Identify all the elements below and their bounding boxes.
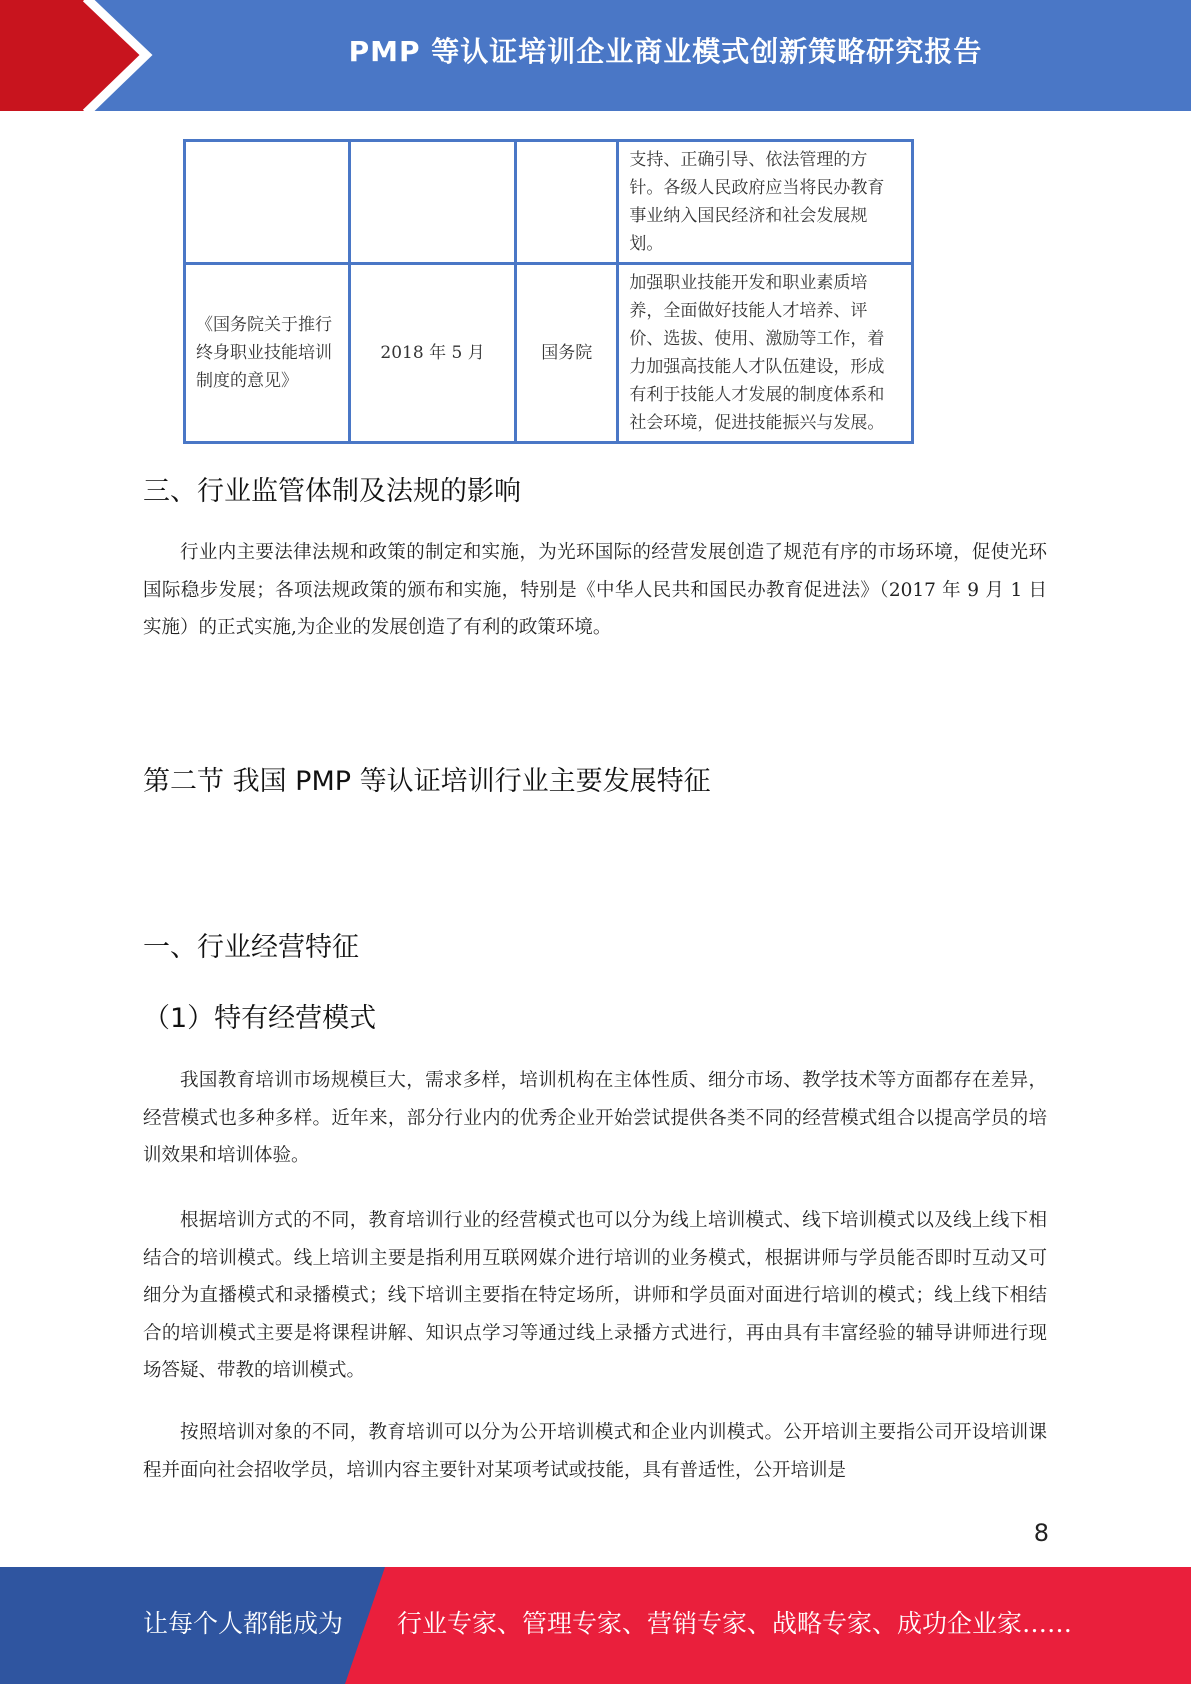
table-row	[185, 141, 913, 264]
table-row	[185, 264, 913, 443]
section-heading-operations: 一、行业经营特征	[143, 932, 359, 963]
table-cell-document	[185, 141, 350, 264]
table-cell-date	[350, 141, 516, 264]
table-cell-issuer	[516, 141, 618, 264]
section-heading-regulation: 三、行业监管体制及法规的影响	[143, 476, 521, 507]
table-cell-content: 支持、正确引导、依法管理的方针。各级人民政府应当将民办教育事业纳入国民经济和社会发展规划。	[618, 141, 913, 264]
table-cell-content: 加强职业技能开发和职业素质培养，全面做好技能人才培养、评价、选拔、使用、激励等工作，着力加强高技能人才队伍建设，形成有利于技能人才发展的制度体系和社会环境，促进技能振兴与发展。	[618, 264, 913, 443]
footer-slogan-right: 行业专家、管理专家、营销专家、战略专家、成功企业家……	[397, 1609, 1073, 1638]
footer-slogan-left: 让每个人都能成为	[143, 1609, 344, 1638]
table-cell-issuer: 国务院	[516, 264, 618, 443]
paragraph-regulation: 行业内主要法律法规和政策的制定和实施，为光环国际的经营发展创造了规范有序的市场环境，促使光环国际稳步发展；各项法规政策的颁布和实施，特别是《中华人民共和国民办教育促进法》（2017 年 9 月 1 日实施）的正式实施,为企业的发展创造了有利的政策环境。	[143, 542, 1047, 638]
table-cell-document: 《国务院关于推行终身职业技能培训制度的意见》	[185, 264, 350, 443]
paragraph-training-targets: 按照培训对象的不同，教育培训可以分为公开培训模式和企业内训模式。公开培训主要指公司开设培训课程并面向社会招收学员，培训内容主要针对某项考试或技能，具有普适性，公开培训是	[143, 1422, 1047, 1481]
paragraph-training-methods: 根据培训方式的不同，教育培训行业的经营模式也可以分为线上培训模式、线下培训模式以及线上线下相结合的培训模式。线上培训主要是指利用互联网媒介进行培训的业务模式，根据讲师与学员能否即时互动又可细分为直播模式和录播模式；线下培训主要指在特定场所，讲师和学员面对面进行培训的模式；线上线下相结合的培训模式主要是将课程讲解、知识点学习等通过线上录播方式进行，再由具有丰富经验的辅导讲师进行现场答疑、带教的培训模式。	[143, 1210, 1047, 1381]
subsection-heading-business-model: （1）特有经营模式	[143, 1003, 377, 1034]
chapter-heading: 第二节 我国 PMP 等认证培训行业主要发展特征	[143, 766, 711, 797]
page-footer	[0, 1567, 1191, 1684]
page-number: 8	[1033, 1519, 1049, 1547]
report-title: PMP 等认证培训企业商业模式创新策略研究报告	[348, 35, 983, 68]
paragraph-market-overview: 我国教育培训市场规模巨大，需求多样，培训机构在主体性质、细分市场、教学技术等方面都存在差异，经营模式也多种多样。近年来，部分行业内的优秀企业开始尝试提供各类不同的经营模式组合以提高学员的培训效果和培训体验。	[143, 1070, 1047, 1166]
page-header	[0, 0, 1191, 111]
table-cell-date: 2018 年 5 月	[350, 264, 516, 443]
header-arrow-decoration	[0, 0, 160, 111]
regulation-table	[183, 139, 914, 444]
